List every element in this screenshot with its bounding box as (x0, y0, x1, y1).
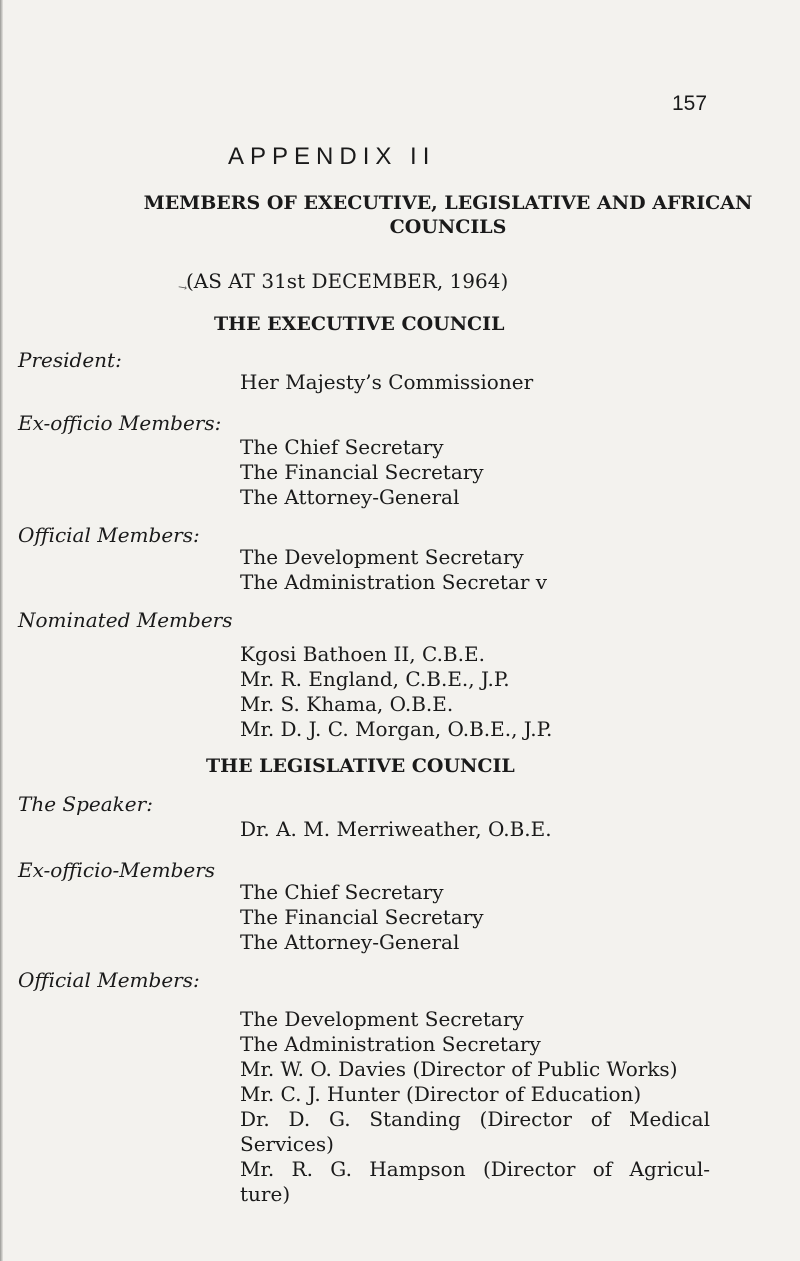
list-item: The Chief Secretary (240, 880, 444, 904)
president-label: President: (18, 348, 122, 372)
list-item: Mr. R. G. Hampson (Director of Agricul- (240, 1157, 710, 1181)
list-item: The Attorney-General (240, 930, 460, 954)
ex-officio-list (240, 435, 484, 510)
speaker-list (240, 817, 552, 842)
title-line: COUNCILS (389, 216, 507, 238)
list-item: Her Majesty’s Commissioner (240, 370, 534, 394)
document-title (138, 191, 758, 239)
ex-officio-label: Ex-officio-Members (18, 858, 216, 882)
stray-mark: ↘ (175, 279, 191, 296)
official-members-list (240, 1007, 710, 1207)
scan-edge (0, 0, 3, 1261)
list-item: The Development Secretary (240, 545, 524, 569)
ex-officio-list (240, 880, 484, 955)
ex-officio-label: Ex-officio Members: (18, 411, 222, 435)
list-item: The Financial Secretary (240, 905, 484, 929)
president-list (240, 370, 533, 395)
executive-council-heading: THE EXECUTIVE COUNCIL (214, 313, 505, 335)
list-item: Mr. W. O. Davies (Director of Public Works) (240, 1057, 678, 1081)
nominated-members-label: Nominated Members (18, 608, 233, 632)
list-item: Kgosi Bathoen II, C.B.E. (240, 642, 485, 666)
list-item: The Development Secretary (240, 1007, 524, 1031)
list-item: The Chief Secretary (240, 435, 444, 459)
page-number: 157 (672, 92, 708, 115)
list-item: Mr. S. Khama, O.B.E. (240, 692, 454, 716)
list-item: Dr. A. M. Merriweather, O.B.E. (240, 817, 552, 841)
legislative-council-heading: THE LEGISLATIVE COUNCIL (206, 755, 515, 777)
appendix-title: APPENDIX II (228, 143, 436, 170)
speaker-label: The Speaker: (18, 792, 153, 816)
list-item: Dr. D. G. Standing (Director of Medical (240, 1107, 710, 1131)
list-item: The Administration Secretary (240, 1032, 541, 1056)
official-members-label: Official Members: (18, 523, 200, 547)
list-item: Mr. D. J. C. Morgan, O.B.E., J.P. (240, 717, 553, 741)
official-members-list (240, 545, 547, 595)
list-item: The Administration Secretar v (240, 570, 548, 594)
list-item-continuation: Services) (240, 1132, 334, 1156)
official-members-label: Official Members: (18, 968, 200, 992)
nominated-members-list (240, 642, 552, 742)
list-item: The Financial Secretary (240, 460, 484, 484)
list-item: The Attorney-General (240, 485, 460, 509)
list-item: Mr. R. England, C.B.E., J.P. (240, 667, 510, 691)
list-item: Mr. C. J. Hunter (Director of Education) (240, 1082, 642, 1106)
title-line: MEMBERS OF EXECUTIVE, LEGISLATIVE AND AFRICAN (143, 192, 753, 214)
list-item-continuation: ture) (240, 1182, 291, 1206)
date-line: (AS AT 31st DECEMBER, 1964) (186, 269, 509, 293)
